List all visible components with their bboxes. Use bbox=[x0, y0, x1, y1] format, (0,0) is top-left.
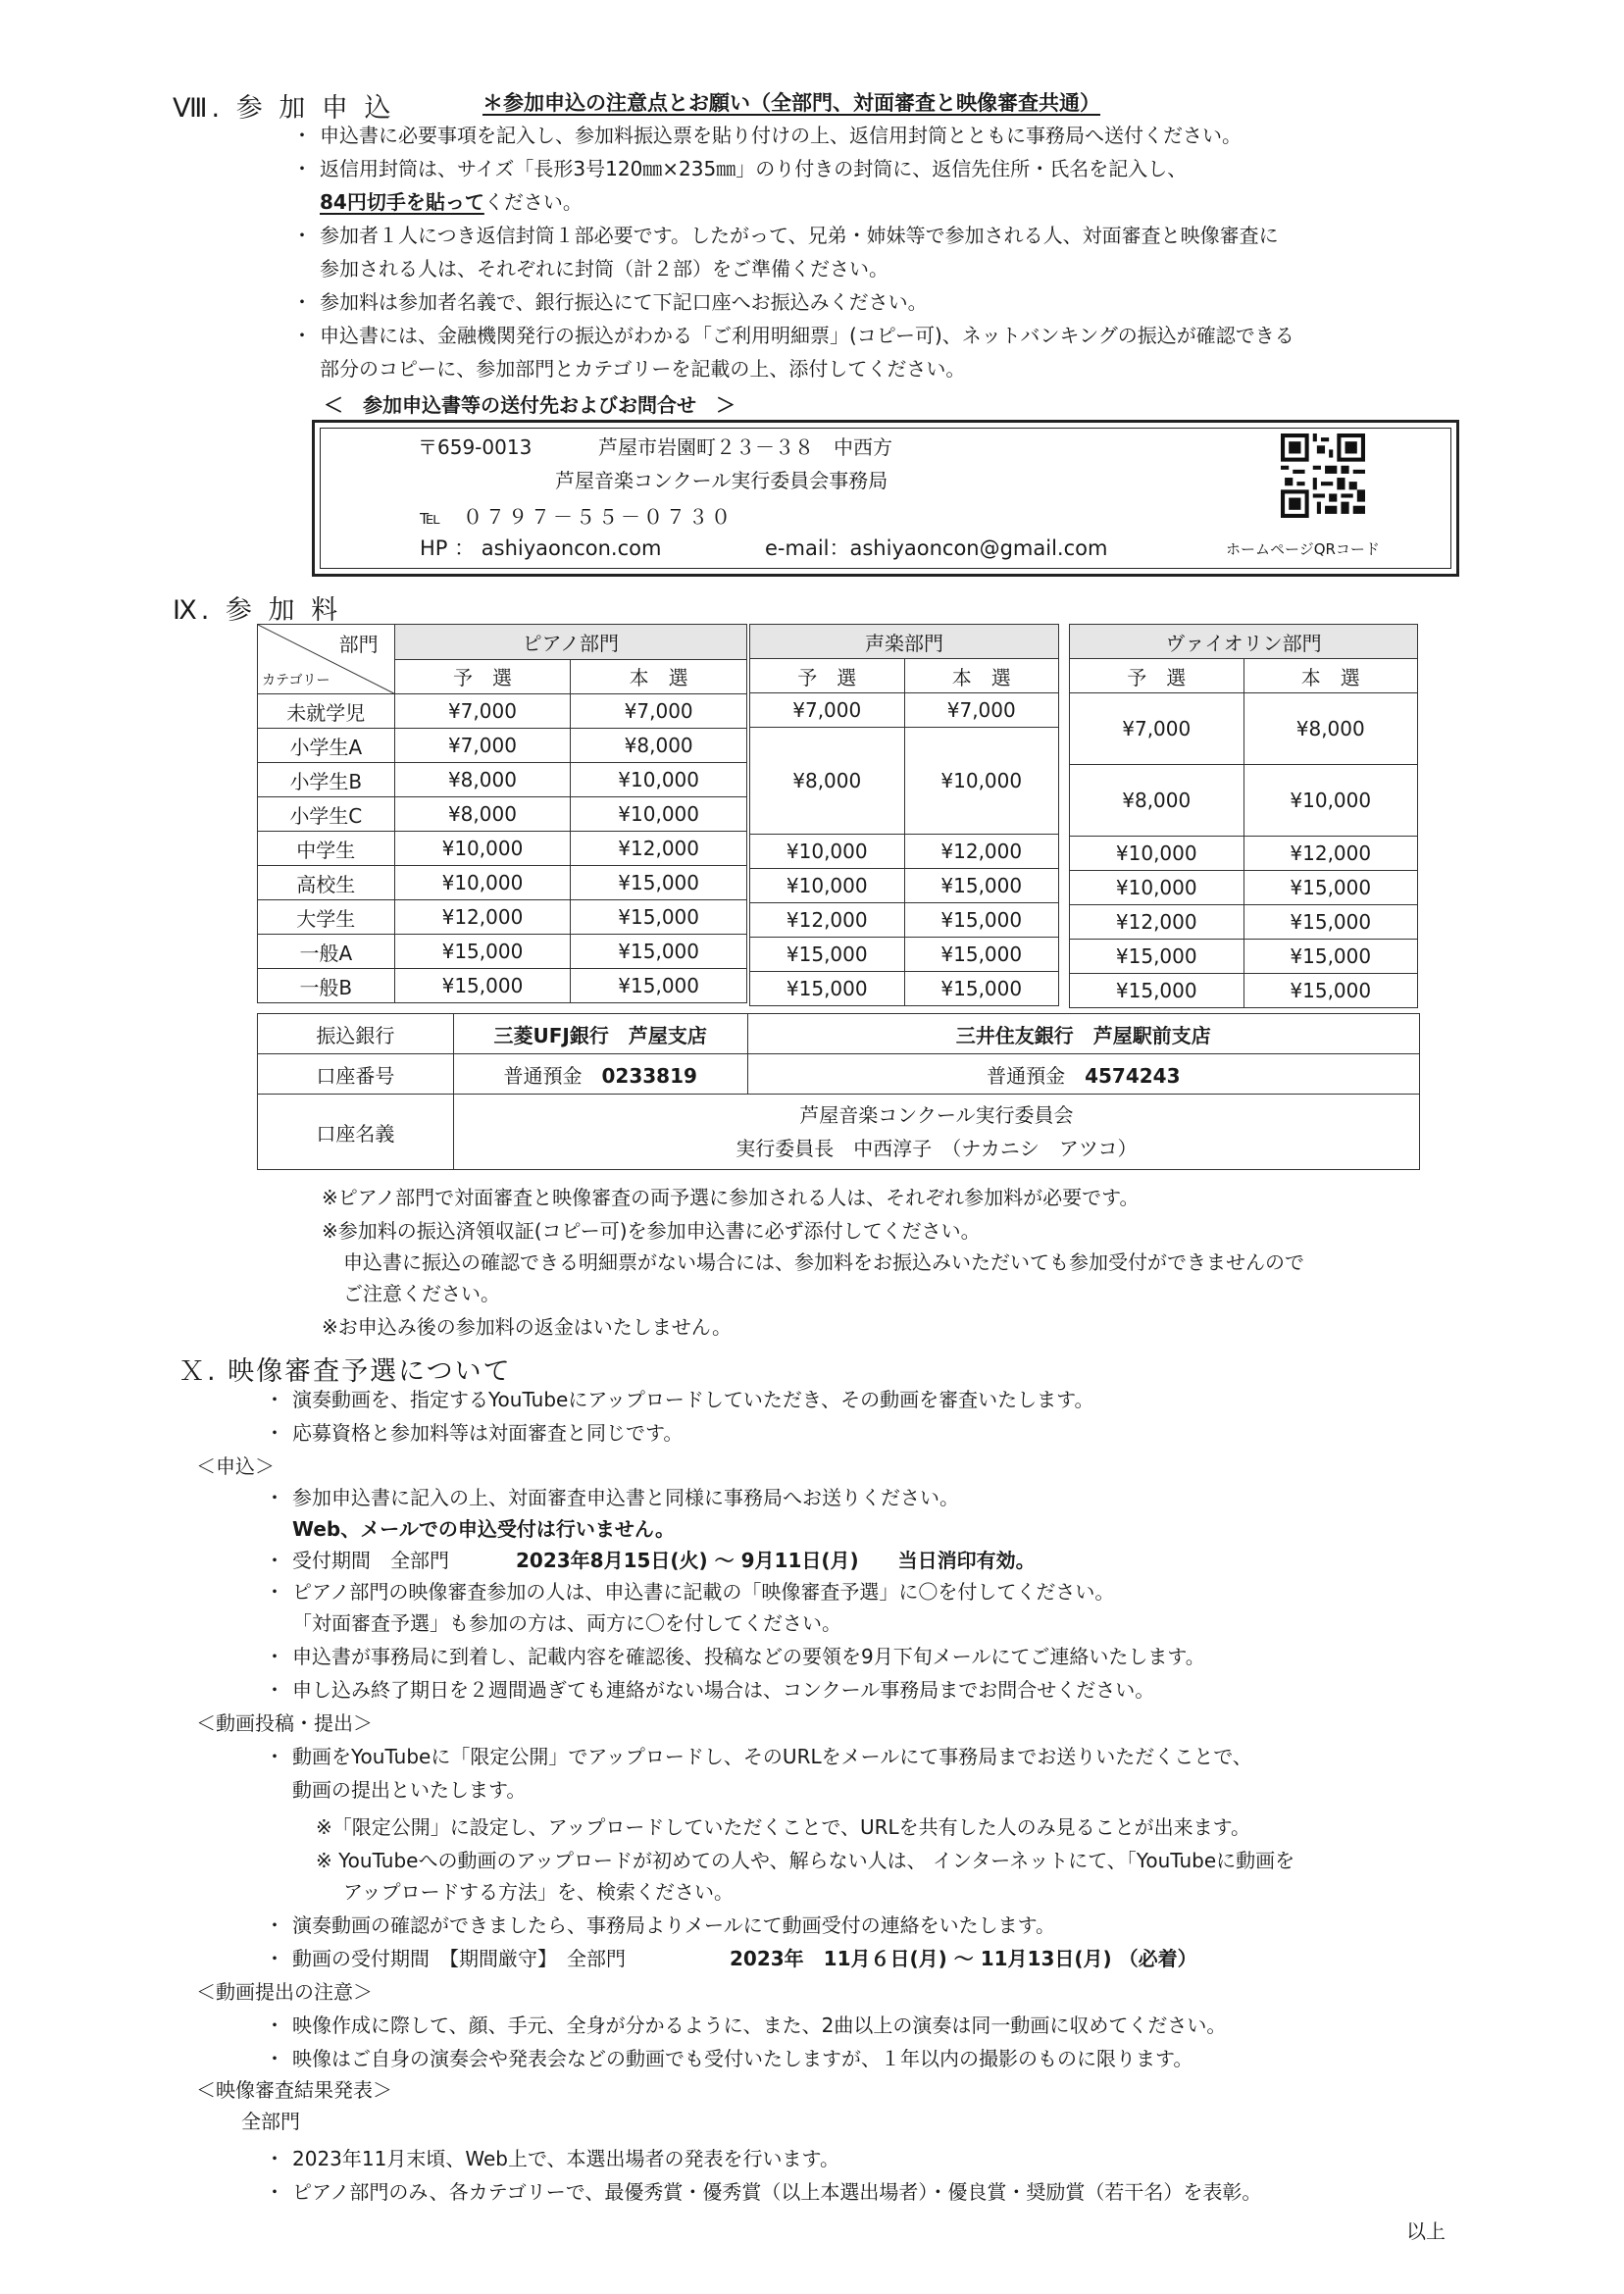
category-cell: 小学生C bbox=[258, 797, 395, 832]
fee-cell: ¥12,000 bbox=[750, 903, 905, 938]
list-item: ・ 映像はご自身の演奏会や発表会などの動画でも受付いたしますが、１年以内の撮影のものに限ります。 bbox=[265, 2047, 1193, 2070]
list-item: ※「限定公開」に設定し、アップロードしていただくことで、URLを共有した人のみ見ることが出来ます。 bbox=[316, 1815, 1251, 1839]
list-item: 84円切手を貼ってください。 bbox=[320, 190, 583, 214]
holder-label: 口座名義 bbox=[258, 1095, 454, 1170]
qr-caption: ホームページQRコード bbox=[1226, 540, 1380, 558]
fee-cell: ¥15,000 bbox=[904, 972, 1059, 1006]
fee-cell: ¥15,000 bbox=[394, 935, 571, 969]
office-name: 芦屋音楽コンクール実行委員会事務局 bbox=[555, 469, 888, 492]
fee-cell: ¥15,000 bbox=[394, 969, 571, 1003]
dept-header: ピアノ部門 bbox=[394, 625, 746, 660]
end-mark: 以上 bbox=[1406, 2219, 1446, 2243]
list-item: ・ 申込書に必要事項を記入し、参加料振込票を貼り付けの上、返信用封筒とともに事務局へ送付ください。 bbox=[292, 124, 1242, 147]
fee-cell: ¥15,000 bbox=[571, 900, 747, 935]
fee-cell: ¥10,000 bbox=[394, 866, 571, 900]
subsection-heading: ＜映像審査結果発表＞ bbox=[196, 2078, 392, 2102]
list-item: ・ ピアノ部門の映像審査参加の人は、申込書に記載の「映像審査予選」に〇を付してください。 bbox=[265, 1580, 1115, 1604]
account-label: 口座番号 bbox=[258, 1054, 454, 1095]
section-9-title: Ⅸ. 参 加 料 bbox=[173, 595, 342, 626]
list-item: 参加される人は、それぞれに封筒（計２部）をご準備ください。 bbox=[320, 257, 888, 280]
fee-cell: ¥10,000 bbox=[571, 763, 747, 797]
category-cell: 小学生B bbox=[258, 763, 395, 797]
fee-cell: ¥15,000 bbox=[1070, 974, 1244, 1008]
list-item: ・ 映像作成に際して、顔、手元、全身が分かるように、また、2曲以上の演奏は同一動画に収めてください。 bbox=[265, 2014, 1227, 2037]
final-header: 本 選 bbox=[571, 659, 747, 694]
category-cell: 中学生 bbox=[258, 832, 395, 866]
address: 芦屋市岩園町２３－３８ 中西方 bbox=[598, 435, 892, 459]
fee-cell: ¥15,000 bbox=[571, 935, 747, 969]
homepage: HP ： ashiyaoncon.com bbox=[420, 536, 662, 560]
result-dept: 全部門 bbox=[241, 2110, 300, 2133]
category-cell: 一般B bbox=[258, 969, 395, 1003]
fee-cell: ¥15,000 bbox=[1243, 974, 1418, 1008]
section-8-title: Ⅷ. 参 加 申 込 bbox=[173, 93, 395, 124]
prelim-header: 予 選 bbox=[750, 659, 905, 693]
subsection-heading: ＜申込＞ bbox=[196, 1454, 275, 1478]
list-item: ・ ピアノ部門のみ、各カテゴリーで、最優秀賞・優秀賞（以上本選出場者）・優良賞・奨励賞（若干名）を表彰。 bbox=[265, 2180, 1262, 2204]
list-item: ・ 申込書が事務局に到着し、記載内容を確認後、投稿などの要領を9月下旬メールにてご連絡いたします。 bbox=[265, 1645, 1205, 1668]
category-cell: 未就学児 bbox=[258, 694, 395, 729]
category-cell: 小学生A bbox=[258, 729, 395, 763]
list-item: 「対面審査予選」も参加の方は、両方に〇を付してください。 bbox=[292, 1611, 841, 1635]
list-item: ・ 受付期間 全部門 bbox=[265, 1549, 449, 1572]
fee-cell: ¥15,000 bbox=[904, 938, 1059, 972]
contact-heading: ＜ 参加申込書等の送付先およびお問合せ ＞ bbox=[324, 393, 736, 417]
fee-cell: ¥8,000 bbox=[1243, 693, 1418, 765]
section-8-subtitle: ＊参加申込の注意点とお願い（全部門、対面審査と映像審査共通） bbox=[482, 91, 1100, 115]
list-item: ・ 参加者１人につき返信封筒１部必要です。したがって、兄弟・姉妹等で参加される人、対面審査と映像審査に bbox=[292, 224, 1279, 247]
fee-cell: ¥7,000 bbox=[904, 693, 1059, 728]
fee-note: 申込書に振込の確認できる明細票がない場合には、参加料をお振込みいただいても参加受付ができませんので bbox=[343, 1250, 1304, 1274]
list-item: ・ 動画の受付期間 【期間厳守】 全部門 bbox=[265, 1947, 626, 1970]
fee-note: ※参加料の振込済領収証(コピー可)を参加申込書に必ず添付してください。 bbox=[322, 1219, 981, 1243]
fee-cell: ¥10,000 bbox=[394, 832, 571, 866]
fee-cell: ¥12,000 bbox=[904, 835, 1059, 869]
postal-code: 〒659-0013 bbox=[418, 435, 533, 459]
section-10-title: Ｘ. 映像審査予選について bbox=[178, 1356, 512, 1387]
fee-cell: ¥12,000 bbox=[571, 832, 747, 866]
list-item: 部分のコピーに、参加部門とカテゴリーを記載の上、添付してください。 bbox=[320, 357, 966, 381]
subsection-heading: ＜動画提出の注意＞ bbox=[196, 1980, 373, 2004]
category-cell: 一般A bbox=[258, 935, 395, 969]
upload-period: 2023年 11月６日(月) ～ 11月13日(月) （必着） bbox=[730, 1947, 1197, 1970]
fee-cell: ¥7,000 bbox=[1070, 693, 1244, 765]
dept-header: ヴァイオリン部門 bbox=[1070, 625, 1418, 659]
fee-table-violin bbox=[1069, 624, 1418, 1008]
fee-cell: ¥8,000 bbox=[394, 763, 571, 797]
fee-cell: ¥10,000 bbox=[1243, 765, 1418, 837]
fee-cell: ¥15,000 bbox=[904, 869, 1059, 903]
fee-table-vocal bbox=[749, 624, 1059, 1006]
fee-cell: ¥8,000 bbox=[750, 728, 905, 835]
bank-table bbox=[257, 1013, 1420, 1170]
account-number: 普通預金 0233819 bbox=[453, 1054, 747, 1095]
list-item: ・ 演奏動画の確認ができましたら、事務局よりメールにて動画受付の連絡をいたします。 bbox=[265, 1913, 1055, 1937]
account-holder: 芦屋音楽コンクール実行委員会 実行委員長 中西淳子 （ナカニシ アツコ） bbox=[453, 1095, 1419, 1170]
application-period: 2023年8月15日(火) ～ 9月11日(月) 当日消印有効。 bbox=[516, 1549, 1036, 1572]
account-number: 普通預金 4574243 bbox=[747, 1054, 1419, 1095]
list-item: ・ 2023年11月末頃、Web上で、本選出場者の発表を行います。 bbox=[265, 2147, 839, 2170]
dept-header: 声楽部門 bbox=[750, 625, 1059, 659]
prelim-header: 予 選 bbox=[394, 659, 571, 694]
fee-table-piano bbox=[257, 624, 747, 1003]
final-header: 本 選 bbox=[1243, 659, 1418, 693]
fee-cell: ¥15,000 bbox=[1243, 905, 1418, 940]
fee-cell: ¥10,000 bbox=[1070, 837, 1244, 871]
fee-cell: ¥15,000 bbox=[1243, 940, 1418, 974]
qr-code-icon bbox=[1281, 433, 1365, 518]
list-item: ※ YouTubeへの動画のアップロードが初めての人や、解らない人は、 インターネットにて、「YouTubeに動画を bbox=[316, 1849, 1295, 1872]
fee-cell: ¥10,000 bbox=[750, 869, 905, 903]
bank-name: 三菱UFJ銀行 芦屋支店 bbox=[453, 1014, 747, 1054]
fee-cell: ¥10,000 bbox=[904, 728, 1059, 835]
list-item: ・ 演奏動画を、指定するYouTubeにアップロードしていただき、その動画を審査いたします。 bbox=[265, 1388, 1094, 1411]
prelim-header: 予 選 bbox=[1070, 659, 1244, 693]
list-item: ・ 動画をYouTubeに「限定公開」でアップロードし、そのURLをメールにて事務局までお送りいただくことで、 bbox=[265, 1745, 1252, 1768]
bank-name: 三井住友銀行 芦屋駅前支店 bbox=[747, 1014, 1419, 1054]
fee-cell: ¥7,000 bbox=[750, 693, 905, 728]
list-item: ・ 申込書には、金融機関発行の振込がわかる「ご利用明細票」(コピー可)、ネットバンキングの振込が確認できる bbox=[292, 324, 1294, 347]
bank-label: 振込銀行 bbox=[258, 1014, 454, 1054]
fee-cell: ¥15,000 bbox=[1070, 940, 1244, 974]
fee-note: ※お申込み後の参加料の返金はいたしません。 bbox=[322, 1315, 732, 1339]
fee-cell: ¥7,000 bbox=[394, 729, 571, 763]
fee-cell: ¥15,000 bbox=[750, 972, 905, 1006]
subsection-heading: ＜動画投稿・提出＞ bbox=[196, 1711, 373, 1735]
fee-cell: ¥8,000 bbox=[394, 797, 571, 832]
fee-cell: ¥15,000 bbox=[571, 866, 747, 900]
list-item: ・ 返信用封筒は、サイズ「長形3号120㎜×235㎜」のり付きの封筒に、返信先住所・氏名を記入し、 bbox=[292, 157, 1188, 180]
list-item: ・ 参加料は参加者名義で、銀行振込にて下記口座へお振込みください。 bbox=[292, 290, 928, 314]
fee-cell: ¥12,000 bbox=[394, 900, 571, 935]
fee-cell: ¥7,000 bbox=[571, 694, 747, 729]
fee-cell: ¥15,000 bbox=[750, 938, 905, 972]
fee-cell: ¥15,000 bbox=[571, 969, 747, 1003]
list-item: アップロードする方法」を、検索ください。 bbox=[343, 1880, 734, 1904]
fee-cell: ¥10,000 bbox=[750, 835, 905, 869]
fee-note: ※ピアノ部門で対面審査と映像審査の両予選に参加される人は、それぞれ参加料が必要です。 bbox=[322, 1186, 1140, 1209]
fee-cell: ¥15,000 bbox=[904, 903, 1059, 938]
email: e-mail：ashiyaoncon@gmail.com bbox=[765, 536, 1108, 560]
category-cell: 高校生 bbox=[258, 866, 395, 900]
list-item: ・ 申し込み終了期日を２週間過ぎても連絡がない場合は、コンクール事務局までお問合せください。 bbox=[265, 1678, 1155, 1702]
list-item: Web、メールでの申込受付は行いません。 bbox=[292, 1517, 676, 1541]
list-item: ・ 応募資格と参加料等は対面審査と同じです。 bbox=[265, 1421, 684, 1445]
fee-note: ご注意ください。 bbox=[343, 1282, 500, 1305]
list-item: ・ 参加申込書に記入の上、対面審査申込書と同様に事務局へお送りください。 bbox=[265, 1486, 959, 1509]
list-item: 動画の提出といたします。 bbox=[292, 1778, 527, 1802]
fee-cell: ¥7,000 bbox=[394, 694, 571, 729]
fee-cell: ¥10,000 bbox=[1070, 871, 1244, 905]
category-cell: 大学生 bbox=[258, 900, 395, 935]
tel-label: ℡ bbox=[420, 505, 441, 529]
fee-cell: ¥8,000 bbox=[1070, 765, 1244, 837]
fee-cell: ¥15,000 bbox=[1243, 871, 1418, 905]
table-corner: 部門 カテゴリー bbox=[258, 625, 395, 694]
fee-cell: ¥12,000 bbox=[1070, 905, 1244, 940]
fee-cell: ¥10,000 bbox=[571, 797, 747, 832]
fee-cell: ¥12,000 bbox=[1243, 837, 1418, 871]
fee-cell: ¥8,000 bbox=[571, 729, 747, 763]
tel-number: ０７９７－５５－０７３０ bbox=[463, 505, 734, 529]
final-header: 本 選 bbox=[904, 659, 1059, 693]
